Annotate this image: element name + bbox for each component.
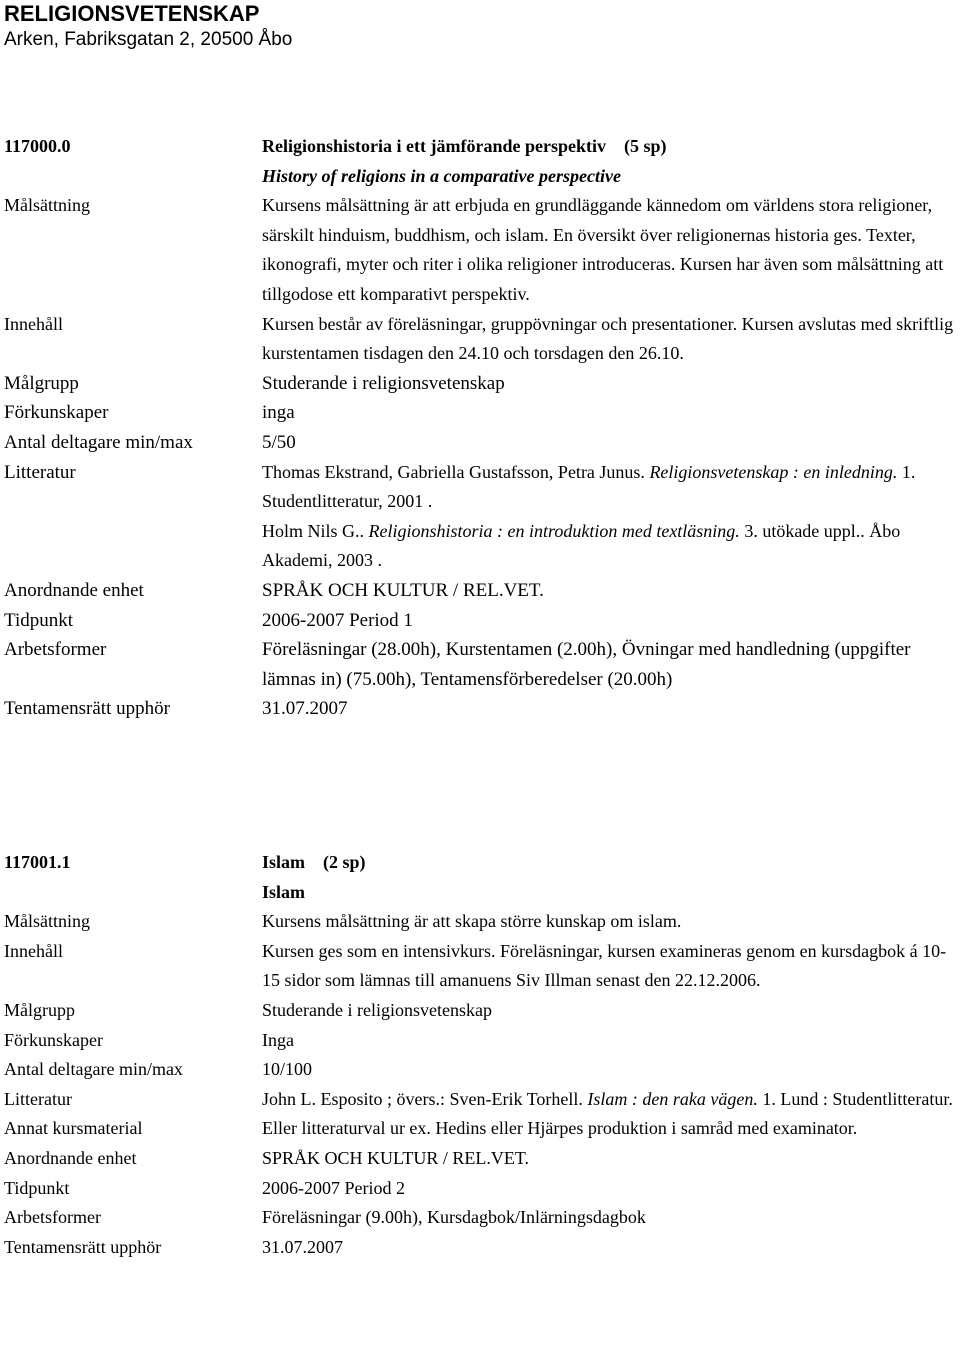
goal-label: Målsättning: [4, 911, 90, 932]
goal-text: Kursens målsättning är att erbjuda en grundläggande kännedom om världens stora religioner, särskilt hinduism, buddhism, och islam. En översikt över religionernas historia ges. Texter, ikonografi, myter och riter i olika religioner introduceras. Kursen har även som målsättning att tillgodose ett komparativt perspektiv.: [262, 195, 944, 304]
exam-text: 31.07.2007: [262, 1236, 343, 1257]
participants-label: Antal deltagare min/max: [4, 431, 193, 453]
unit-text: SPRÅK OCH KULTUR / REL.VET.: [262, 579, 544, 601]
forms-text: Föreläsningar (9.00h), Kursdagbok/Inlärningsdagbok: [262, 1207, 646, 1228]
target-row: [4, 996, 958, 1026]
target-text: Studerande i religionsvetenskap: [262, 372, 505, 394]
course-code: 117000.0: [4, 136, 71, 156]
participants-row: [4, 428, 958, 458]
target-label: Målgrupp: [4, 999, 75, 1020]
forms-label: Arbetsformer: [4, 1207, 101, 1228]
exam-text: 31.07.2007: [262, 698, 348, 720]
exam-row: [4, 1233, 958, 1263]
course-title: Religionshistoria i ett jämförande perspektiv (5 sp): [262, 136, 667, 156]
target-text: Studerande i religionsvetenskap: [262, 999, 492, 1020]
content-label: Innehåll: [4, 940, 63, 961]
prereq-row: [4, 1026, 958, 1056]
goal-row: [4, 907, 958, 937]
prereq-row: [4, 398, 958, 428]
goal-label: Målsättning: [4, 195, 90, 216]
literature-row: [4, 458, 958, 576]
course-117000: [4, 132, 958, 724]
content-row: [4, 937, 958, 996]
department-title: RELIGIONSVETENSKAP: [4, 1, 260, 26]
course-title: Islam (2 sp): [262, 852, 366, 872]
literature-item: John L. Esposito ; övers.: Sven-Erik Torhell. Islam : den raka vägen. 1. Lund : Studentlitteratur.: [262, 1088, 953, 1109]
content-text: Kursen ges som en intensivkurs. Föreläsningar, kursen examineras genom en kursdagbok á 10-15 sidor som lämnas till amanuens Siv Illman senast den 22.12.2006.: [262, 940, 947, 991]
unit-row: [4, 1144, 958, 1174]
literature-label: Litteratur: [4, 461, 76, 483]
literature-label: Litteratur: [4, 1088, 72, 1109]
participants-text: 10/100: [262, 1059, 313, 1080]
literature-list: [262, 1085, 958, 1115]
exam-label: Tentamensrätt upphör: [4, 1236, 162, 1257]
exam-row: [4, 694, 958, 724]
time-label: Tidpunkt: [4, 1177, 70, 1198]
time-row: [4, 606, 958, 636]
forms-label: Arbetsformer: [4, 639, 107, 661]
prereq-text: Inga: [262, 1029, 294, 1050]
prereq-label: Förkunskaper: [4, 1029, 103, 1050]
forms-text: Föreläsningar (28.00h), Kurstentamen (2.00h), Övningar med handledning (uppgifter lämnas in) (75.00h), Tentamensförberedelser (20.00h): [262, 639, 911, 690]
exam-label: Tentamensrätt upphör: [4, 698, 170, 720]
forms-row: [4, 1203, 958, 1233]
literature-row: [4, 1085, 958, 1115]
unit-row: [4, 576, 958, 606]
course-code: 117001.1: [4, 852, 71, 872]
prereq-text: inga: [262, 402, 295, 424]
literature-list: [262, 458, 958, 576]
other-material-label: Annat kursmaterial: [4, 1118, 143, 1139]
content-text: Kursen består av föreläsningar, gruppövningar och presentationer. Kursen avslutas med skriftlig kurstentamen tisdagen den 24.10 och torsdagen den 26.10.: [262, 313, 954, 364]
content-label: Innehåll: [4, 313, 63, 334]
other-material-text: Eller litteraturval ur ex. Hedins eller Hjärpes produktion i samråd med examinator.: [262, 1118, 858, 1139]
unit-label: Anordnande enhet: [4, 579, 144, 601]
target-label: Målgrupp: [4, 372, 79, 394]
course-117001: [4, 848, 958, 1262]
target-row: [4, 369, 958, 399]
literature-item: Thomas Ekstrand, Gabriella Gustafsson, Petra Junus. Religionsvetenskap : en inledning. 1. Studentlitteratur, 2001 .: [262, 461, 916, 512]
forms-row: [4, 635, 958, 694]
time-text: 2006-2007 Period 2: [262, 1177, 405, 1198]
course-title-english: History of religions in a comparative perspective: [262, 165, 621, 186]
participants-row: [4, 1055, 958, 1085]
department-address: Arken, Fabriksgatan 2, 20500 Åbo: [4, 29, 293, 50]
literature-item: Holm Nils G.. Religionshistoria : en introduktion med textläsning. 3. utökade uppl.. Åbo Akademi, 2003 .: [262, 520, 901, 571]
prereq-label: Förkunskaper: [4, 402, 109, 424]
time-label: Tidpunkt: [4, 609, 73, 631]
time-row: [4, 1174, 958, 1204]
unit-label: Anordnande enhet: [4, 1147, 137, 1168]
course-title-english: Islam: [262, 881, 306, 902]
participants-text: 5/50: [262, 431, 296, 453]
unit-text: SPRÅK OCH KULTUR / REL.VET.: [262, 1147, 530, 1168]
content-row: [4, 310, 958, 369]
time-text: 2006-2007 Period 1: [262, 609, 413, 631]
goal-text: Kursens målsättning är att skapa större kunskap om islam.: [262, 911, 682, 932]
participants-label: Antal deltagare min/max: [4, 1059, 183, 1080]
goal-row: [4, 191, 958, 309]
other-material-row: [4, 1114, 958, 1144]
